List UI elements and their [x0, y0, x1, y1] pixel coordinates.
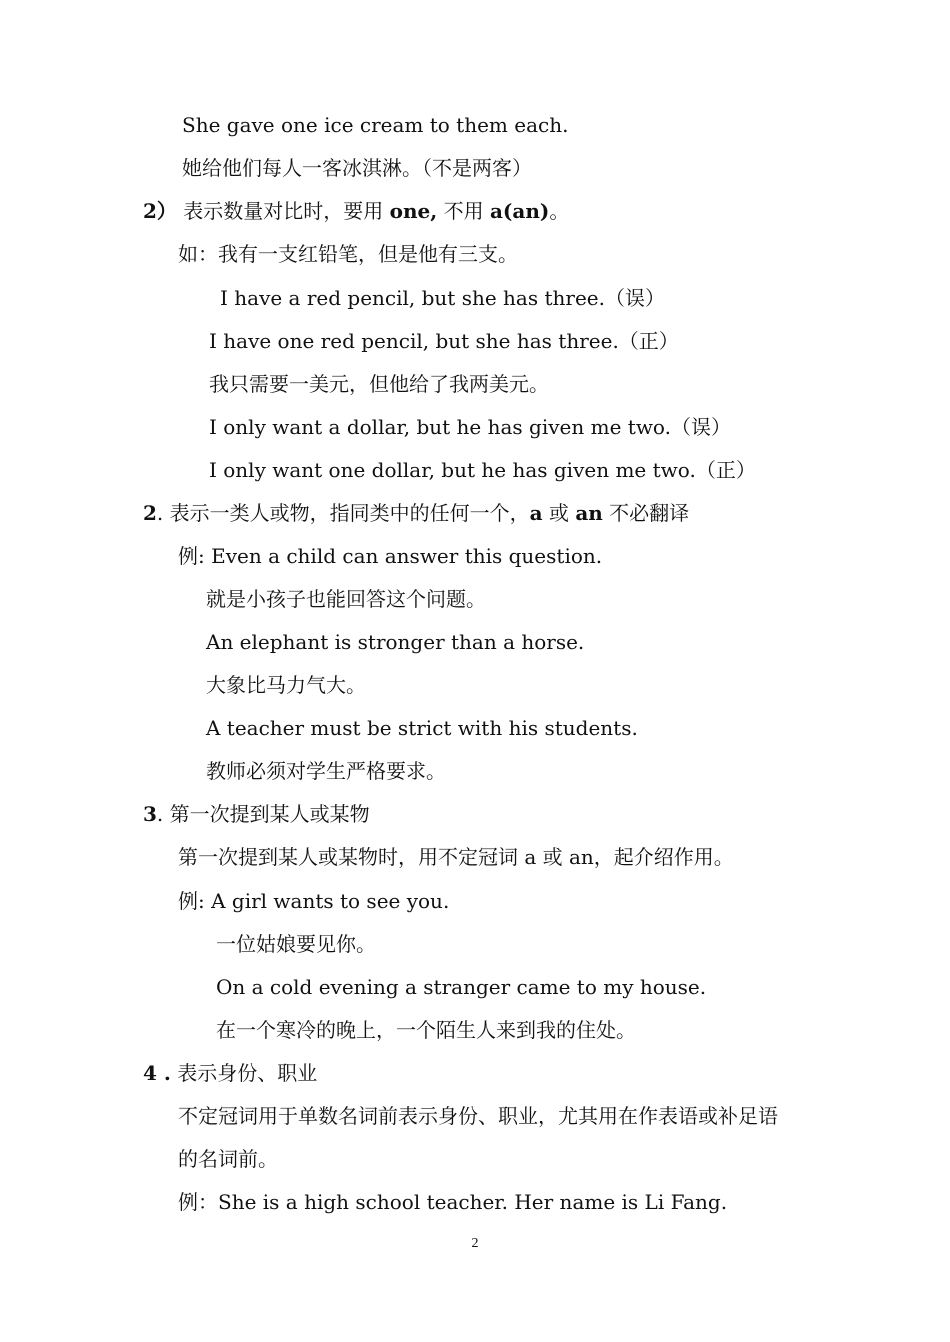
heading-text: . 第一次提到某人或某物	[156, 802, 370, 826]
section-heading	[143, 802, 370, 826]
example-sentence: 例: Even a child can answer this question.	[178, 544, 603, 568]
heading-number: 4 .	[143, 1061, 171, 1085]
example-translation: 一位姑娘要见你。	[216, 932, 376, 956]
heading-text: 或	[542, 501, 576, 525]
section-heading	[143, 199, 569, 223]
example-sentence: 例: A girl wants to see you.	[178, 889, 450, 913]
example-intro: 如：我有一支红铅笔，但是他有三支。	[178, 242, 518, 266]
paragraph: 不定冠词用于单数名词前表示身份、职业，尤其用在作表语或补足语	[178, 1104, 778, 1128]
section-heading	[143, 1061, 317, 1085]
example-translation: 教师必须对学生严格要求。	[206, 759, 446, 783]
paragraph: 第一次提到某人或某物时，用不定冠词 a 或 an，起介绍作用。	[178, 845, 734, 869]
heading-keyword: one,	[389, 199, 438, 223]
example-sentence: She gave one ice cream to them each.	[182, 113, 569, 137]
page-number: 2	[471, 1236, 479, 1251]
example-sentence: On a cold evening a stranger came to my house.	[216, 975, 707, 999]
example-sentence: I have a red pencil, but she has three.（误）	[220, 286, 665, 310]
example-sentence: 例：She is a high school teacher. Her name is Li Fang.	[178, 1190, 728, 1214]
example-sentence: I only want a dollar, but he has given me two.（误）	[209, 415, 731, 439]
heading-text: . 表示一类人或物，指同类中的任何一个，	[156, 501, 530, 525]
paragraph: 的名词前。	[178, 1147, 278, 1171]
heading-number: 3	[143, 802, 157, 826]
example-sentence: I only want one dollar, but he has given me two.（正）	[209, 458, 756, 482]
heading-number: 2	[143, 501, 157, 525]
heading-keyword: a(an)	[489, 199, 550, 223]
heading-text: 表示数量对比时，要用	[176, 199, 390, 223]
heading-text: 不必翻译	[602, 501, 690, 525]
example-translation: 大象比马力气大。	[206, 673, 366, 697]
example-translation: 我只需要一美元，但他给了我两美元。	[209, 372, 549, 396]
example-sentence: An elephant is stronger than a horse.	[206, 630, 585, 654]
heading-text: 不用	[437, 199, 490, 223]
section-heading	[143, 501, 689, 525]
heading-text: 。	[549, 199, 570, 223]
example-sentence: A teacher must be strict with his students.	[206, 716, 638, 740]
example-translation: 就是小孩子也能回答这个问题。	[206, 587, 486, 611]
heading-number: 2）	[143, 199, 177, 223]
heading-text: 表示身份、职业	[170, 1061, 318, 1085]
example-sentence: I have one red pencil, but she has three.（正）	[209, 329, 679, 353]
heading-keyword: a	[529, 501, 543, 525]
heading-keyword: an	[575, 501, 603, 525]
example-translation: 她给他们每人一客冰淇淋。（不是两客）	[182, 156, 532, 180]
example-translation: 在一个寒冷的晚上，一个陌生人来到我的住处。	[216, 1018, 636, 1042]
